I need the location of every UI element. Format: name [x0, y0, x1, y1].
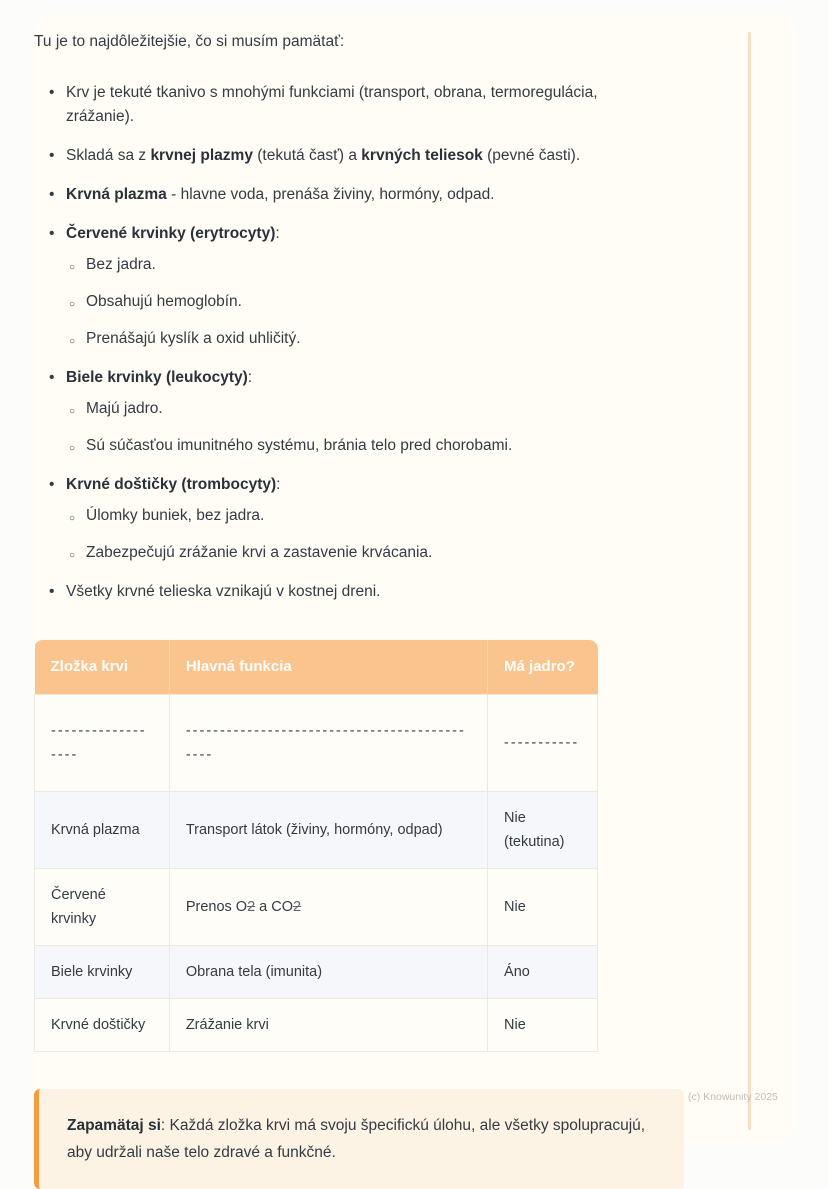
bold-text: krvných teliesok	[361, 147, 483, 164]
column-header: Hlavná funkcia	[169, 640, 487, 695]
notes-content	[34, 30, 714, 1189]
strikethrough-text: 2	[293, 899, 302, 915]
table-row	[35, 869, 598, 946]
sub-list-item: ○ Bez jadra.	[66, 253, 600, 277]
table-cell	[488, 695, 598, 792]
table-row	[35, 695, 598, 792]
table-header-row	[35, 640, 598, 695]
intro-text: Tu je to najdôležitejšie, čo si musím pamätať:	[34, 33, 345, 50]
callout-lead: Zapamätaj si	[67, 1117, 161, 1134]
table-cell	[488, 946, 598, 999]
text-run: :	[275, 225, 280, 242]
text-run: Krv je tekuté tkanivo s mnohými funkciami (transport, obrana, termoregulácia, zrážanie).	[66, 84, 598, 125]
table-cell	[169, 695, 487, 792]
bold-text: Krvné doštičky (trombocyty)	[66, 476, 277, 493]
column-header: Má jadro?	[488, 640, 598, 695]
blood-components-table-wrap	[34, 640, 598, 1052]
text-run: (pevné časti).	[482, 147, 581, 164]
list-item	[34, 183, 600, 207]
text-run: Skladá sa z	[66, 147, 151, 164]
text-run: - hlavne voda, prenáša živiny, hormóny, odpad.	[166, 186, 495, 203]
text-run: Prenos O	[185, 899, 248, 915]
column-header: Zložka krvi	[35, 640, 170, 695]
remember-callout	[34, 1089, 684, 1189]
text-run: Transport látok (živiny, hormóny, odpad)	[185, 822, 443, 838]
table-cell	[35, 695, 170, 792]
text-run: Biele krvinky	[51, 964, 133, 980]
text-run: Krvná plazma	[51, 822, 140, 838]
sub-list-item: ○ Úlomky buniek, bez jadra.	[66, 504, 600, 528]
list-item	[34, 81, 600, 129]
table-cell	[169, 946, 487, 999]
text-run: Krvné doštičky	[51, 1017, 146, 1033]
list-item	[34, 222, 600, 351]
text-run: :	[276, 476, 281, 493]
blood-components-table	[34, 640, 598, 1052]
sub-list	[66, 504, 600, 565]
table-cell	[488, 869, 598, 946]
list-item	[34, 366, 600, 458]
text-run: Áno	[504, 964, 530, 980]
table-row	[35, 946, 598, 999]
text-run: Červené krvinky	[51, 887, 106, 927]
bold-text: Biele krvinky (leukocyty)	[66, 369, 248, 386]
sub-list-item: ○ Prenášajú kyslík a oxid uhličitý.	[66, 327, 600, 351]
table-cell	[35, 999, 170, 1052]
list-item	[34, 473, 600, 565]
table-row	[35, 999, 598, 1052]
bold-text: Červené krvinky (erytrocyty)	[66, 225, 276, 242]
list-item	[34, 580, 600, 604]
sub-list-item: ○ Zabezpečujú zrážanie krvi a zastavenie krvácania.	[66, 541, 600, 565]
text-run: ------------------	[51, 723, 147, 763]
text-run: Zrážanie krvi	[185, 1017, 269, 1033]
table-cell	[169, 999, 487, 1052]
text-run: Nie (tekutina)	[504, 810, 565, 850]
table-cell	[35, 869, 170, 946]
text-run: a CO	[255, 899, 294, 915]
table-cell	[35, 946, 170, 999]
text-run: ---------------------------------------------	[185, 723, 466, 763]
text-run: Všetky krvné telieska vznikajú v kostnej dreni.	[66, 583, 381, 600]
key-points-list	[34, 81, 600, 604]
table-cell	[488, 792, 598, 869]
watermark-text: (c) Knowunity 2025	[688, 1091, 778, 1103]
bold-text: krvnej plazmy	[150, 147, 253, 164]
table-row	[35, 792, 598, 869]
sub-list-item: ○ Sú súčasťou imunitného systému, bránia telo pred chorobami.	[66, 434, 600, 458]
bold-text: Krvná plazma	[66, 186, 167, 203]
sub-list-item: ○ Majú jadro.	[66, 397, 600, 421]
table-cell	[488, 999, 598, 1052]
page-edge-divider	[748, 32, 751, 1130]
text-run: :	[247, 369, 253, 386]
list-item	[34, 144, 600, 168]
sub-list	[66, 253, 600, 351]
text-run: Nie	[504, 899, 526, 915]
table-cell	[35, 792, 170, 869]
text-run: Nie	[504, 1017, 526, 1033]
table-cell	[169, 869, 487, 946]
sub-list-item: ○ Obsahujú hemoglobín.	[66, 290, 600, 314]
strikethrough-text: 2	[247, 899, 256, 915]
text-run: -----------	[504, 735, 580, 751]
text-run: Obrana tela (imunita)	[185, 964, 323, 980]
table-cell	[169, 792, 487, 869]
sub-list	[66, 397, 600, 458]
callout-text: : Každá zložka krvi má svoju špecifickú úlohu, ale všetky spolupracujú, aby udržali naše telo zdravé a funkčné.	[67, 1117, 646, 1161]
table-body	[35, 695, 598, 1052]
text-run: (tekutá časť) a	[252, 147, 362, 164]
